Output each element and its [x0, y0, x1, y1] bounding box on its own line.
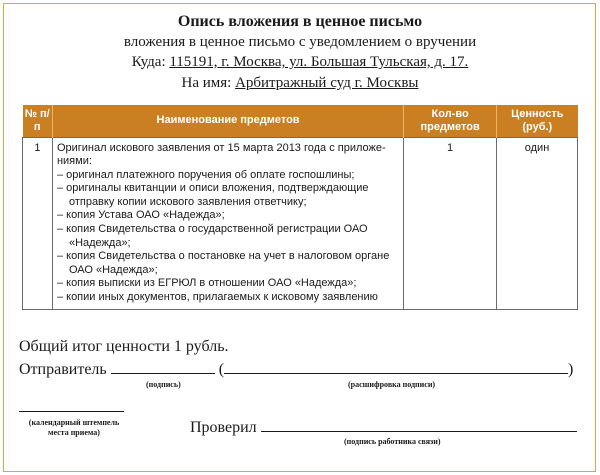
document-title: Опись вложения в ценное письмо — [177, 13, 423, 30]
address-label: Куда: — [131, 54, 166, 70]
table-header-row — [23, 105, 578, 137]
inventory-table — [22, 105, 578, 310]
row-quantity: 1 — [404, 137, 497, 309]
address-value: 115191, г. Москва, ул. Большая Тульская, д. 17. — [169, 54, 469, 70]
column-header-value: Ценность (руб.) — [497, 105, 578, 137]
stamp-line — [19, 411, 124, 412]
checked-label: Проверил — [190, 419, 257, 436]
checker-signature-blank — [261, 418, 577, 432]
sender-signature-blank — [111, 360, 215, 374]
column-header-number: № п/п — [23, 105, 53, 137]
close-paren: ) — [568, 361, 574, 378]
document-header — [0, 12, 600, 94]
checked-line — [190, 418, 577, 437]
list-item: – копия Свидетельства о постановке на учет в налоговом органе ОАО «Надежда»; — [56, 250, 390, 276]
row-description — [52, 137, 403, 309]
list-item: – копии иных документов, прилагаемых к исковому заявлению — [56, 291, 378, 304]
recipient-label: На имя: — [181, 75, 232, 91]
sender-line — [19, 360, 573, 379]
recipient-value: Арбитражный суд г. Москвы — [235, 75, 419, 91]
sender-label: Отправитель — [19, 361, 107, 378]
list-item: – копия Устава ОАО «Надежда»; — [56, 209, 225, 222]
row-number: 1 — [23, 137, 53, 309]
decode-caption: (расшифровка подписи) — [348, 380, 436, 389]
signature-caption: (подпись) — [146, 380, 181, 389]
column-header-quantity: Кол-во предметов — [404, 105, 497, 137]
table-row — [23, 137, 578, 309]
list-item: – оригинал платежного поручения об оплате госпошлины; — [56, 168, 355, 181]
address-line — [0, 52, 600, 73]
open-paren: ( — [218, 361, 225, 378]
checker-caption: (подпись работника связи) — [344, 437, 441, 446]
document-subtitle: вложения в ценное письмо с уведомлением о вручении — [123, 34, 477, 50]
row-value: один — [497, 137, 578, 309]
list-item: – копия выписки из ЕГРЮЛ в отношении ОАО «Надежда»; — [56, 277, 357, 290]
total-value-line: Общий итог ценности 1 рубль. — [19, 338, 229, 355]
sender-name-blank — [224, 360, 568, 374]
recipient-line — [0, 73, 600, 94]
column-header-name: Наименование предметов — [52, 105, 403, 137]
stamp-caption: (календарный штемпель места приема) — [28, 418, 120, 437]
list-item: – копия Свидетельства о государственной регистрации ОАО «Надежда»; — [56, 223, 368, 249]
list-item: – оригиналы квитанции и описи вложения, подтверждающие отправку копии искового заявления ответчику; — [56, 182, 369, 208]
description-lead: Оригинал искового заявления от 15 марта 2013 года с приложе-ниями: — [56, 141, 386, 168]
